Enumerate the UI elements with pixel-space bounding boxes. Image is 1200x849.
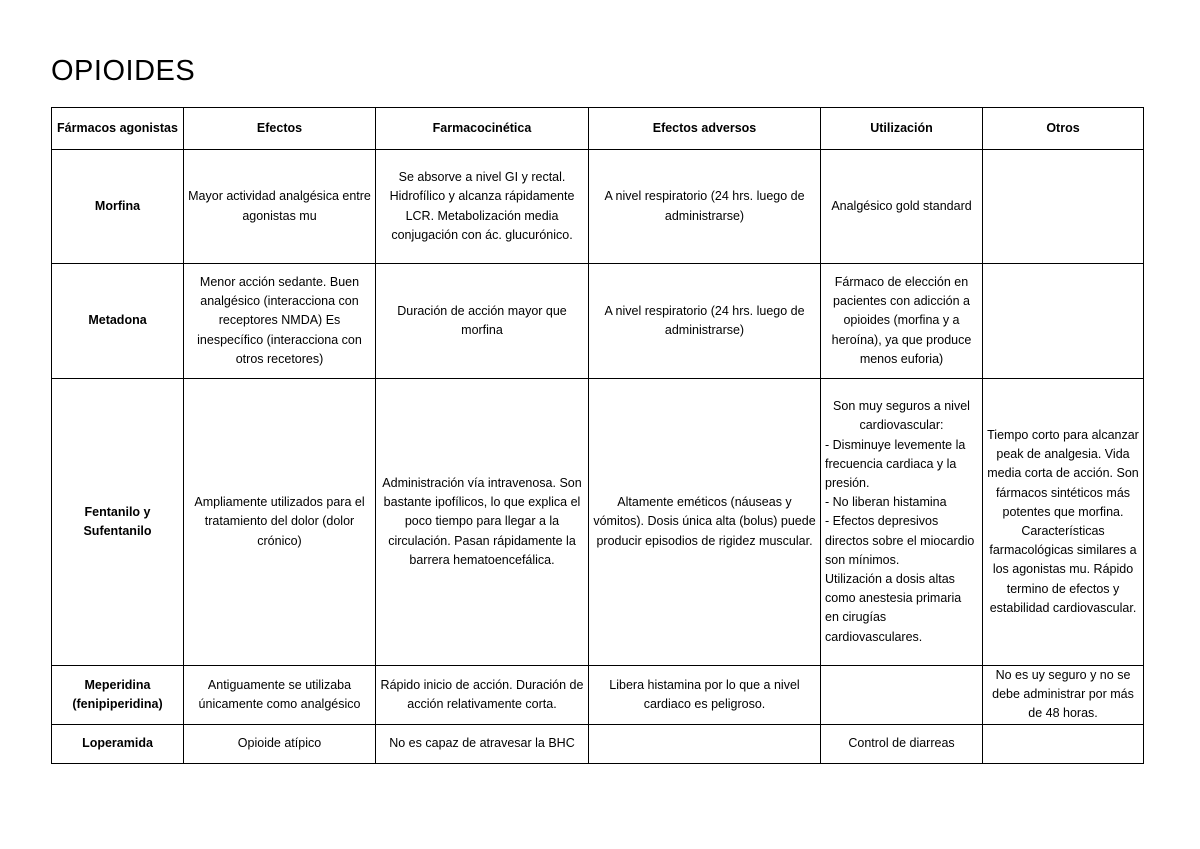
drug-name: Morfina — [52, 150, 184, 264]
efectos-cell: Antiguamente se utilizaba únicamente como analgésico — [184, 666, 376, 725]
efectos-cell: Ampliamente utilizados para el tratamiento del dolor (dolor crónico) — [184, 379, 376, 666]
efectos-adversos-cell: A nivel respiratorio (24 hrs. luego de administrarse) — [589, 150, 821, 264]
otros-cell — [983, 150, 1144, 264]
drug-name: Loperamida — [52, 724, 184, 763]
header-efectos-adversos: Efectos adversos — [589, 108, 821, 150]
header-farmacos: Fármacos agonistas — [52, 108, 184, 150]
header-efectos: Efectos — [184, 108, 376, 150]
otros-cell — [983, 724, 1144, 763]
drug-name: Fentanilo y Sufentanilo — [52, 379, 184, 666]
farmacocinetica-cell: Duración de acción mayor que morfina — [376, 264, 589, 379]
efectos-adversos-cell — [589, 724, 821, 763]
header-farmacocinetica: Farmacocinética — [376, 108, 589, 150]
efectos-adversos-cell: Altamente eméticos (náuseas y vómitos). Dosis única alta (bolus) puede producir episodios de rigidez muscular. — [589, 379, 821, 666]
otros-cell — [983, 264, 1144, 379]
utilizacion-list: - Disminuye levemente la frecuencia cardiaca y la presión. - No liberan histamina - Efectos depresivos directos sobre el miocardio son mínimos. Utilización a dosis altas como anestesia primaria en cirugías cardiovasculares. — [825, 437, 975, 644]
efectos-adversos-cell: Libera histamina por lo que a nivel cardiaco es peligroso. — [589, 666, 821, 725]
efectos-cell: Mayor actividad analgésica entre agonistas mu — [184, 150, 376, 264]
header-row — [52, 108, 1144, 150]
otros-cell: No es uy seguro y no se debe administrar por más de 48 horas. — [983, 666, 1144, 725]
utilizacion-cell: Control de diarreas — [821, 724, 983, 763]
farmacocinetica-cell: No es capaz de atravesar la BHC — [376, 724, 589, 763]
otros-cell: Tiempo corto para alcanzar peak de analgesia. Vida media corta de acción. Son fármacos sintéticos más potentes que morfina. Características farmacológicas similares a los agonistas mu. Rápido termino de efectos y estabilidad cardiovascular. — [983, 379, 1144, 666]
page-title: OPIOIDES — [51, 55, 196, 87]
utilizacion-cell: Fármaco de elección en pacientes con adicción a opioides (morfina y a heroína), ya que produce menos euforia) — [821, 264, 983, 379]
farmacocinetica-cell: Administración vía intravenosa. Son bastante ipofílicos, lo que explica el poco tiempo para llegar a la circulación. Pasan rápidamente la barrera hematoencefálica. — [376, 379, 589, 666]
utilizacion-intro: Son muy seguros a nivel cardiovascular: — [833, 399, 970, 433]
table-row — [52, 666, 1144, 725]
utilizacion-cell — [821, 379, 983, 666]
farmacocinetica-cell: Rápido inicio de acción. Duración de acción relativamente corta. — [376, 666, 589, 725]
header-utilizacion: Utilización — [821, 108, 983, 150]
utilizacion-cell: Analgésico gold standard — [821, 150, 983, 264]
table-row — [52, 724, 1144, 763]
efectos-cell: Opioide atípico — [184, 724, 376, 763]
table-row — [52, 379, 1144, 666]
drug-name: Metadona — [52, 264, 184, 379]
efectos-adversos-cell: A nivel respiratorio (24 hrs. luego de administrarse) — [589, 264, 821, 379]
table-row — [52, 150, 1144, 264]
efectos-cell: Menor acción sedante. Buen analgésico (interacciona con receptores NMDA) Es inespecífico (interacciona con otros recetores) — [184, 264, 376, 379]
farmacocinetica-cell: Se absorve a nivel GI y rectal. Hidrofílico y alcanza rápidamente LCR. Metabolización media conjugación con ác. glucurónico. — [376, 150, 589, 264]
opioid-table — [51, 107, 1144, 764]
drug-name: Meperidina (fenipiperidina) — [52, 666, 184, 725]
table-row — [52, 264, 1144, 379]
header-otros: Otros — [983, 108, 1144, 150]
utilizacion-cell — [821, 666, 983, 725]
